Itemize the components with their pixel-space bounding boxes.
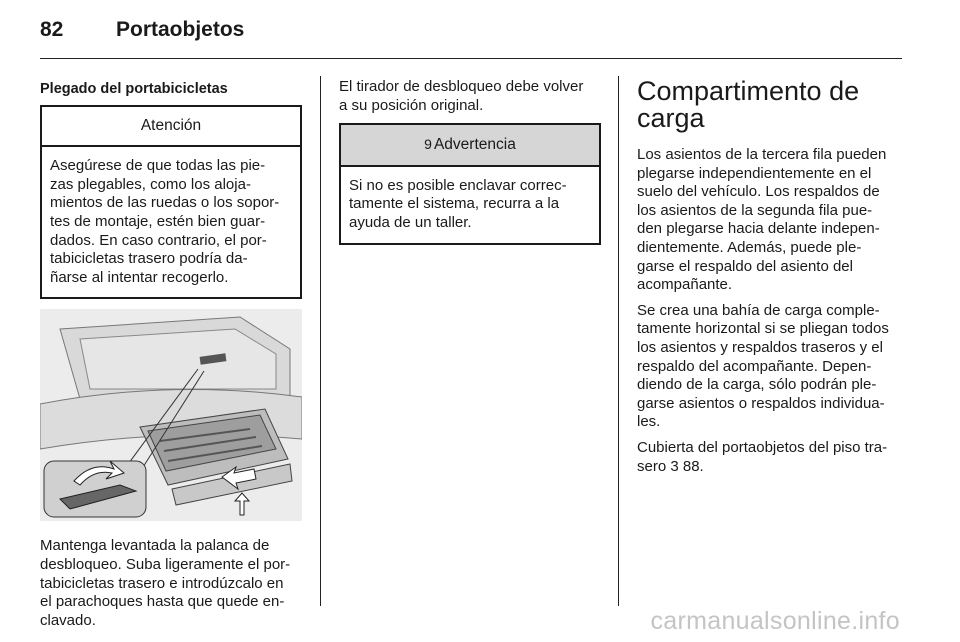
paragraph-text: sero bbox=[637, 457, 667, 475]
paragraph-line: los asientos de la segunda fila pue- bbox=[637, 201, 873, 219]
paragraph-1 bbox=[637, 146, 901, 295]
section-heading-line: Compartimento de bbox=[637, 76, 860, 106]
caption-line: tabicicletas trasero e introdúzcalo en bbox=[40, 574, 284, 592]
warning-line: tamente el sistema, recurra a la bbox=[349, 195, 560, 213]
paragraph-line: acompañante. bbox=[637, 276, 733, 294]
section-heading bbox=[637, 78, 901, 132]
attention-line: tes de montaje, estén bien guar- bbox=[50, 212, 266, 230]
paragraph-line: los asientos y respaldos traseros y el bbox=[637, 338, 883, 356]
section-subheading: Plegado del portabicicletas bbox=[40, 81, 228, 97]
intro-line: El tirador de desbloqueo debe volver bbox=[339, 78, 584, 95]
paragraph-line: Cubierta del portaobjetos del piso tra- bbox=[637, 438, 888, 456]
attention-box bbox=[40, 105, 302, 300]
caption-line: Mantenga levantada la palanca de bbox=[40, 537, 270, 555]
column-2 bbox=[339, 78, 601, 245]
paragraph-line: tamente horizontal si se pliegan todos bbox=[637, 320, 889, 338]
column-divider-2 bbox=[618, 76, 619, 606]
paragraph-line: diendo de la carga, sólo podrán ple- bbox=[637, 376, 877, 394]
attention-line: ñarse al intentar recogerlo. bbox=[50, 268, 229, 286]
paragraph-line: respaldo del acompañante. Depen- bbox=[637, 357, 872, 375]
warning-line: Si no es posible enclavar correc- bbox=[349, 176, 567, 194]
paragraph-line: Los asientos de la tercera fila pueden bbox=[637, 146, 887, 163]
attention-line: tabicicletas trasero podría da- bbox=[50, 250, 248, 268]
paragraph-line: den plegarse hacia delante indepen- bbox=[637, 220, 880, 238]
paragraph-line: suelo del vehículo. Los respaldos de bbox=[637, 183, 880, 201]
warning-symbol: 9 bbox=[424, 136, 432, 153]
warning-title: Advertencia bbox=[433, 136, 516, 154]
bike-carrier-drawing bbox=[40, 309, 302, 521]
page-reference-link[interactable]: 88. bbox=[682, 457, 704, 475]
paragraph-line: garse asientos o respaldos individua- bbox=[637, 394, 885, 412]
caption-line: desbloqueo. Suba ligeramente el por- bbox=[40, 555, 291, 573]
paragraph-2 bbox=[637, 302, 901, 432]
attention-line: zas plegables, como los aloja- bbox=[50, 175, 251, 193]
paragraph-line: dientemente. Además, puede ple- bbox=[637, 238, 862, 256]
paragraph-line: les. bbox=[637, 413, 661, 431]
bike-carrier-illustration bbox=[40, 309, 302, 521]
page-reference-symbol: 3 bbox=[670, 457, 679, 475]
paragraph-line: plegarse independientemente en el bbox=[637, 164, 872, 182]
attention-title: Atención bbox=[42, 107, 300, 148]
section-heading-line: carga bbox=[637, 103, 705, 133]
paragraph-line: garse el respaldo del asiento del bbox=[637, 257, 853, 275]
column-3 bbox=[637, 78, 901, 483]
header-rule bbox=[40, 58, 902, 59]
attention-line: dados. En caso contrario, el por- bbox=[50, 231, 267, 249]
paragraph-line bbox=[637, 458, 901, 477]
warning-line: ayuda de un taller. bbox=[349, 213, 472, 231]
figure-caption bbox=[40, 537, 302, 630]
paragraph-line: Se crea una bahía de carga comple- bbox=[637, 301, 880, 319]
column-divider-1 bbox=[320, 76, 321, 606]
page-number: 82 bbox=[40, 18, 64, 41]
column-1 bbox=[40, 78, 302, 630]
caption-line: clavado. bbox=[40, 611, 96, 629]
caption-line: el parachoques hasta que quede en- bbox=[40, 593, 285, 611]
paragraph-3 bbox=[637, 439, 901, 476]
intro-line: a su posición original. bbox=[339, 96, 484, 114]
attention-line: mientos de las ruedas o los sopor- bbox=[50, 194, 280, 212]
warning-header bbox=[341, 125, 599, 167]
attention-body bbox=[42, 147, 300, 297]
page-title: Portaobjetos bbox=[116, 18, 245, 41]
attention-line: Asegúrese de que todas las pie- bbox=[50, 157, 266, 175]
watermark: carmanualsonline.info bbox=[650, 607, 900, 635]
warning-box bbox=[339, 123, 601, 244]
warning-body bbox=[341, 167, 599, 243]
